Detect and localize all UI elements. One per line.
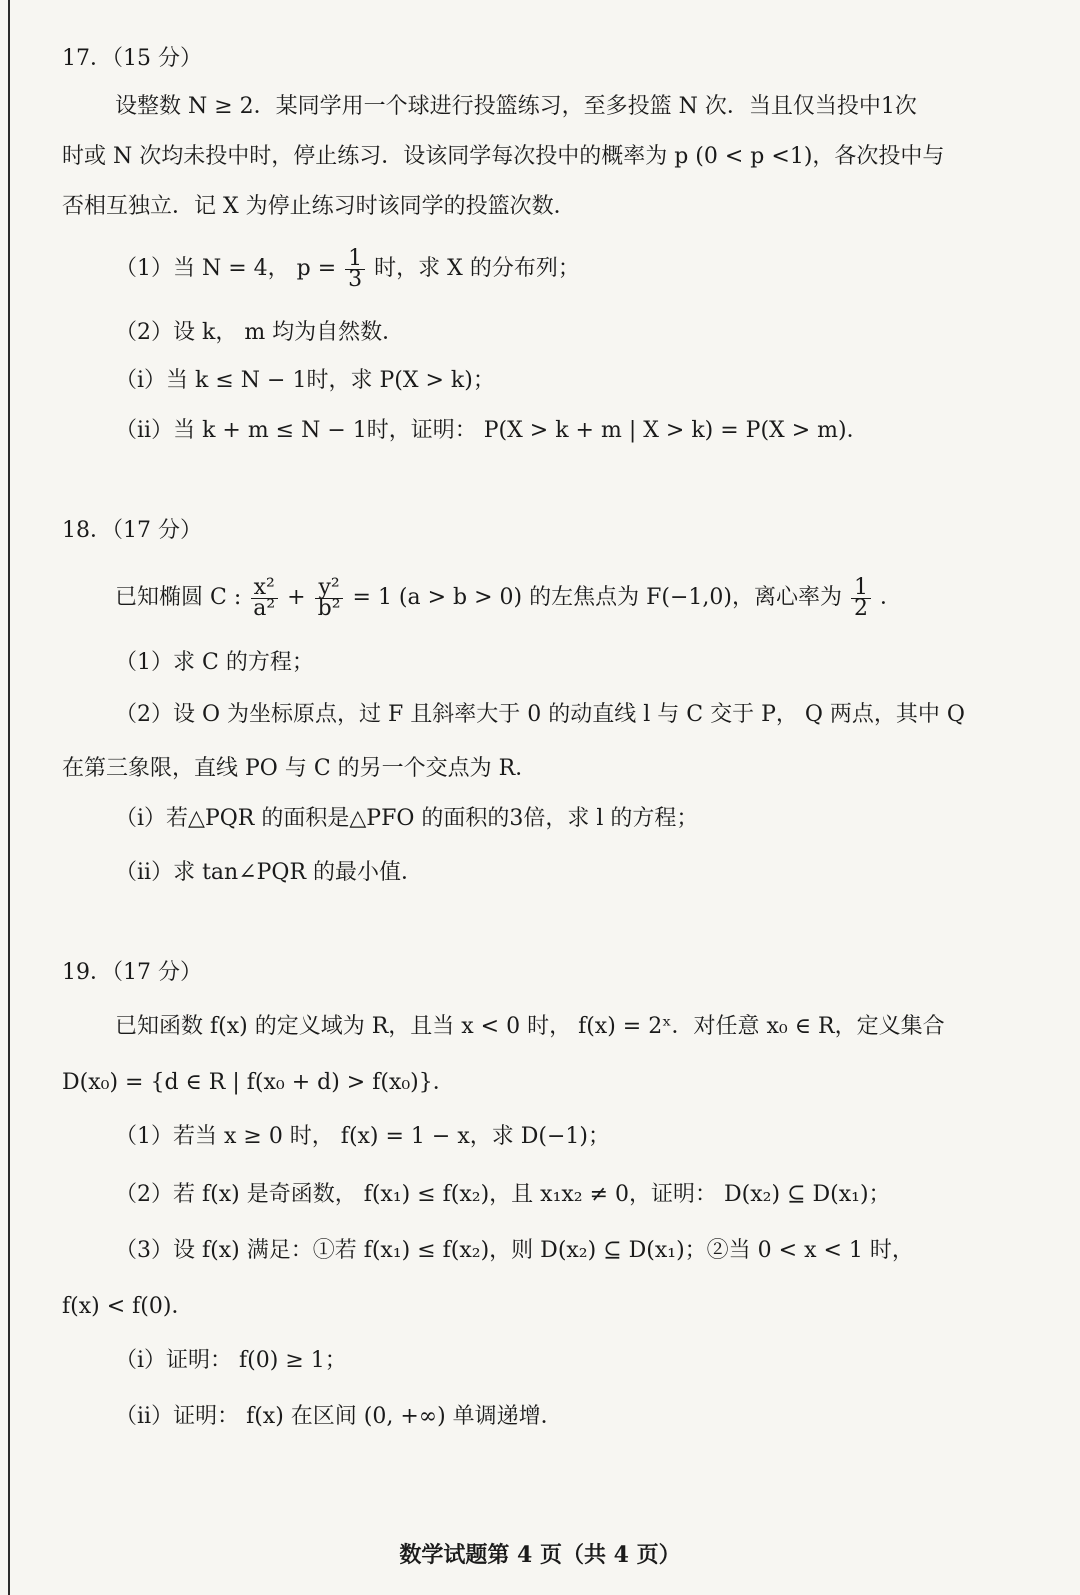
q19-part3-i: （ⅰ）证明： f(0) ≥ 1； [115,1348,347,1373]
fraction-numerator: x² [251,578,278,599]
fraction-denominator: 2 [853,595,868,621]
q17-intro-line-3: 否相互独立．记 X 为停止练习时该同学的投篮次数． [62,194,576,219]
q18-part2-line-2: 在第三象限，直线 PO 与 C 的另一个交点为 R． [62,756,538,781]
q19-part3-ii: （ⅱ）证明： f(x) 在区间 (0, +∞) 单调递增． [115,1404,563,1429]
q19-part1: （1）若当 x ≥ 0 时， f(x) = 1 − x，求 D(−1)； [115,1124,610,1149]
q17-part1-suffix: 时，求 X 的分布列； [374,256,580,281]
q17-header: 17．（15 分） [62,46,202,71]
q18-part1: （1）求 C 的方程； [115,650,314,675]
page-footer: 数学试题第 4 页（共 4 页） [399,1542,681,1568]
q18-intro-end: ． [879,585,902,610]
fraction-numerator: y² [315,578,342,599]
q18-fraction-x [250,574,278,621]
q18-part2-i: （ⅰ）若△PQR 的面积是△PFO 的面积的3倍，求 l 的方程； [115,806,699,831]
q19-header: 19．（17 分） [62,960,202,985]
fraction-denominator: a² [253,595,276,621]
q18-intro-prefix: 已知椭圆 C : [115,585,242,610]
fraction-numerator: 1 [851,578,871,599]
q18-part2-ii: （ⅱ）求 tan∠PQR 的最小值． [115,860,424,885]
q19-part2: （2）若 f(x) 是奇函数， f(x₁) ≤ f(x₂)，且 x₁x₂ ≠ 0，证明： D(x₂) ⊆ D(x₁)； [115,1182,891,1207]
q18-intro-middle: = 1 (a > b > 0) 的左焦点为 F(−1,0)，离心率为 [352,585,842,610]
q19-part3-line-1: （3）设 f(x) 满足：①若 f(x₁) ≤ f(x₂)，则 D(x₂) ⊆ D(x₁)；②当 0 < x < 1 时， [115,1238,914,1263]
fraction-denominator: b² [317,595,341,621]
q19-intro-line-2: D(x₀) = {d ∈ R | f(x₀ + d) > f(x₀)}． [62,1070,455,1095]
q18-part2-line-1: （2）设 O 为坐标原点，过 F 且斜率大于 0 的动直线 l 与 C 交于 P， Q 两点，其中 Q [115,702,965,727]
fraction-numerator: 1 [345,249,365,270]
q18-fraction-eccentricity [851,574,871,621]
q17-part1-prefix: （1）当 N = 4， p = [115,256,337,281]
q17-part2-ii: （ⅱ）当 k + m ≤ N − 1时，证明： P(X > k + m | X > k) = P(X > m)． [115,418,869,443]
q17-intro-line-2: 时或 N 次均未投中时，停止练习．设该同学每次投中的概率为 p (0 < p <1)，各次投中与 [62,144,945,169]
left-border-rule [8,0,10,1595]
q19-part3-line-2: f(x) < f(0)． [62,1294,194,1319]
q17-part1 [115,247,580,291]
q18-fraction-y [315,574,344,621]
q17-part2: （2）设 k， m 均为自然数． [115,320,405,345]
q17-part1-fraction [345,245,365,292]
q19-intro-line-1: 已知函数 f(x) 的定义域为 R，且当 x < 0 时， f(x) = 2ˣ．对任意 x₀ ∈ R，定义集合 [115,1014,945,1039]
q17-part2-i: （ⅰ）当 k ≤ N − 1时，求 P(X > k)； [115,368,495,393]
fraction-denominator: 3 [348,266,363,292]
q18-header: 18．（17 分） [62,518,202,543]
q17-intro-line-1: 设整数 N ≥ 2．某同学用一个球进行投篮练习，至多投篮 N 次．当且仅当投中1次 [115,94,917,119]
q18-intro [115,573,902,623]
plus-sign: + [287,585,306,610]
